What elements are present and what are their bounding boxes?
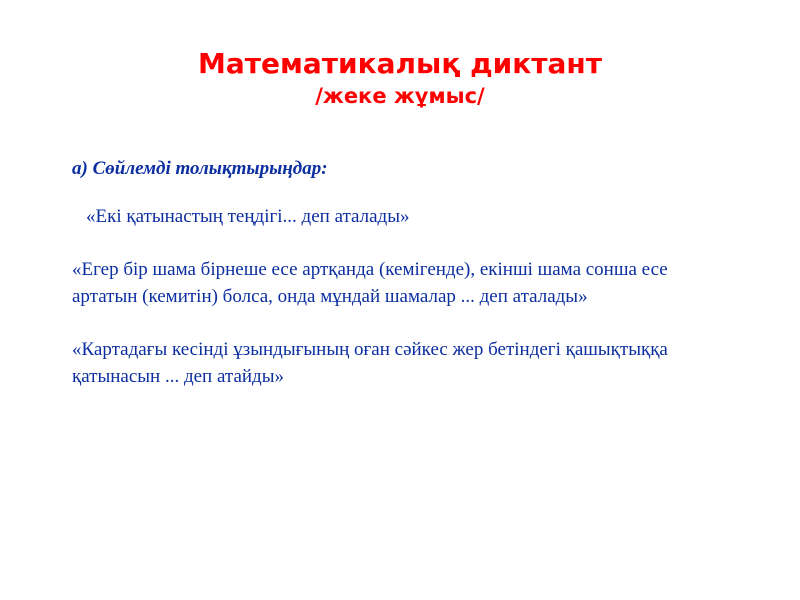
question-item-3: «Картадағы кесінді ұзындығының оған сәйкес жер бетіндегі қашықтыққа қатынасын ... деп атайды»: [72, 338, 668, 387]
question-item-1: «Екі қатынастың теңдігі... деп аталады»: [86, 206, 410, 227]
content-body: [72, 158, 732, 391]
task-instruction: а) Сөйлемді толықтырыңдар:: [72, 158, 328, 179]
page-title: Математикалық диктант: [197, 47, 603, 80]
page-subtitle: /жеке жұмыс/: [315, 84, 485, 109]
question-item-2: «Егер бір шама бірнеше есе артқанда (кемігенде), екінші шама сонша есе артатын (кемитін) болса, онда мұндай шамалар ... деп аталады»: [72, 258, 668, 307]
title-block: [0, 48, 800, 109]
